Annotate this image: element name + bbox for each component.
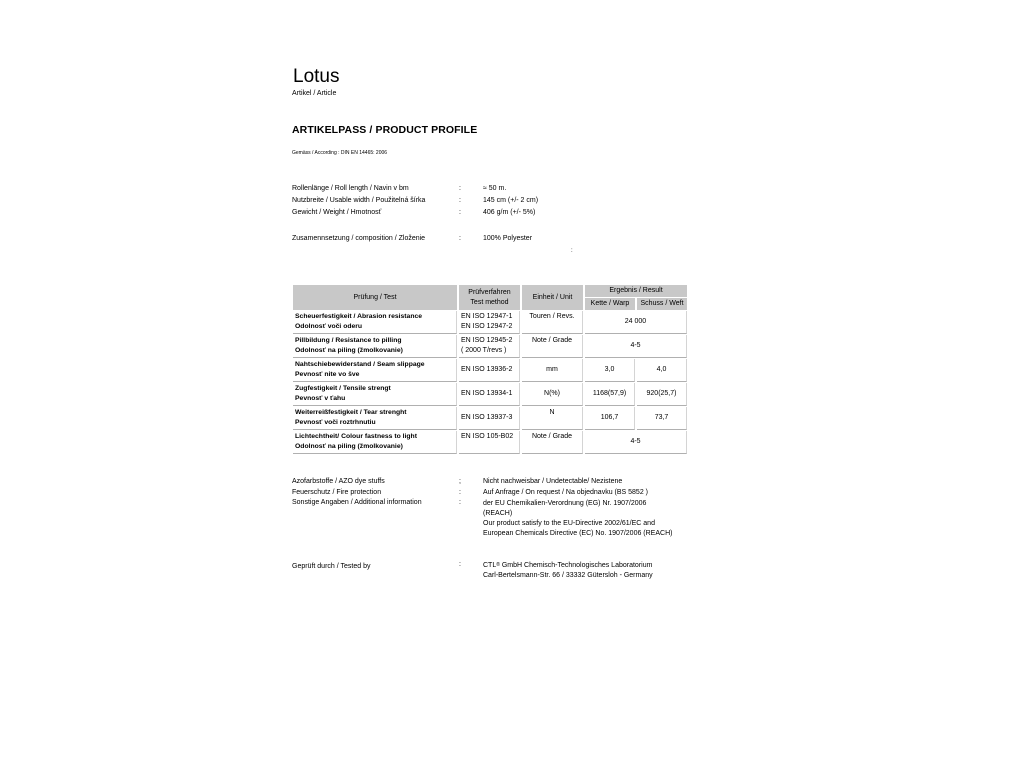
test-name-cell <box>293 359 457 382</box>
spec-composition-sep: : <box>459 235 461 242</box>
table-row <box>293 383 687 406</box>
spec-usable-width-sep: : <box>459 197 461 204</box>
header-weft: Schuss / Weft <box>637 298 687 310</box>
tested-by-label: Geprüft durch / Tested by <box>292 563 371 570</box>
azo-value: Nicht nachweisbar / Undetectable/ Nezistene <box>483 478 623 485</box>
unit-cell: Note / Grade <box>522 431 583 454</box>
weft-cell: 73,7 <box>637 407 687 430</box>
test-name-de: Scheuerfestigkeit / Abrasion resistance <box>295 313 423 320</box>
header-result: Ergebnis / Result <box>585 285 687 297</box>
unit-cell: mm <box>522 359 583 382</box>
spec-composition-value: 100% Polyester <box>483 235 533 242</box>
table-row <box>293 431 687 454</box>
test-name-cell <box>293 431 457 454</box>
method-line: EN ISO 12945-2 <box>461 337 513 344</box>
spec-roll-length-sep: : <box>459 185 461 192</box>
according-note: Gemäss / According : DIN EN 14465: 2006 <box>292 150 388 156</box>
fire-label: Feuerschutz / Fire protection <box>292 489 382 496</box>
table-row <box>293 311 687 334</box>
lab-name: CTL <box>483 562 497 569</box>
unit-cell: Note / Grade <box>522 335 583 358</box>
warp-cell: 3,0 <box>585 359 635 382</box>
test-name-sk: Pevnosť nite vo šve <box>295 371 360 378</box>
test-name-cell <box>293 311 457 334</box>
spec-weight-label: Gewicht / Weight / Hmotnosť <box>292 209 382 216</box>
fire-value: Auf Anfrage / On request / Na objednavku (BS 5852 ) <box>483 489 648 496</box>
result-cell: 4-5 <box>585 335 687 358</box>
warp-cell: 1168(57,9) <box>585 383 635 406</box>
unit-cell: Touren / Revs. <box>522 311 583 334</box>
azo-label: Azofarbstoffe / AZO dye stuffs <box>292 478 385 485</box>
test-name-cell <box>293 407 457 430</box>
title: Lotus <box>293 66 340 87</box>
test-name-de: Lichtechtheit/ Colour fastness to light <box>295 433 417 440</box>
test-name-de: Nahtschiebewiderstand / Seam slippage <box>295 361 425 368</box>
header-warp: Kette / Warp <box>585 298 635 310</box>
test-name-de: Pillbildung / Resistance to pilling <box>295 337 402 344</box>
additional-label: Sonstige Angaben / Additional information <box>292 499 422 506</box>
method-cell <box>459 311 520 334</box>
result-cell: 24 000 <box>585 311 687 334</box>
table-row <box>293 407 687 430</box>
method-line: EN ISO 12947-1 <box>461 313 513 320</box>
tested-by-sep: : <box>459 561 461 568</box>
spec-roll-length-value: ≈ 50 m. <box>483 185 507 192</box>
test-name-cell <box>293 383 457 406</box>
additional-value-line: Our product satisfy to the EU-Directive 2002/61/EC and <box>483 520 655 527</box>
test-name-de: Weiterreißfestigkeit / Tear strenght <box>295 409 407 416</box>
result-cell: 4-5 <box>585 431 687 454</box>
unit-cell: N(%) <box>522 383 583 406</box>
header-unit: Einheit / Unit <box>522 285 583 310</box>
fire-sep: : <box>459 489 461 496</box>
stray-mark: : <box>571 248 573 254</box>
test-name-sk: Odolnosť na piling (žmolkovanie) <box>295 443 403 450</box>
method-cell: EN ISO 13937-3 <box>459 407 520 430</box>
additional-sep: : <box>459 499 461 506</box>
method-cell <box>459 335 520 358</box>
method-line: ( 2000 T/revs ) <box>461 347 507 354</box>
additional-value-line: (REACH) <box>483 510 513 517</box>
table-row <box>293 335 687 358</box>
lab-description: GmbH Chemisch-Technologisches Laboratorium <box>499 562 653 569</box>
table-row <box>293 359 687 382</box>
header-test: Prüfung / Test <box>293 285 457 310</box>
heading: ARTIKELPASS / PRODUCT PROFILE <box>292 124 478 136</box>
test-name-de: Zugfestigkeit / Tensile strengt <box>295 385 391 392</box>
method-cell: EN ISO 105-B02 <box>459 431 520 454</box>
test-name-sk: Odolnosť na piling (žmolkovanie) <box>295 347 403 354</box>
test-name-sk: Odolnosť voči oderu <box>295 323 363 330</box>
header-method: Prüfverfahren Test method <box>459 285 520 310</box>
spec-roll-length-label: Rollenlänge / Roll length / Navin v bm <box>292 185 409 192</box>
test-name-sk: Pevnosť v ťahu <box>295 395 346 402</box>
weft-cell: 920(25,7) <box>637 383 687 406</box>
registered-mark: ® <box>496 562 500 568</box>
spec-usable-width-value: 145 cm (+/- 2 cm) <box>483 197 539 204</box>
tested-by-lab <box>483 562 652 569</box>
test-name-cell <box>293 335 457 358</box>
additional-value-line: der EU Chemikalien-Verordnung (EG) Nr. 1907/2006 <box>483 500 647 507</box>
test-results-table <box>291 284 689 455</box>
spec-weight-value: 406 g/m (+/- 5%) <box>483 209 536 216</box>
subtitle: Artikel / Article <box>292 90 337 97</box>
weft-cell: 4,0 <box>637 359 687 382</box>
unit-cell: N <box>522 407 583 430</box>
warp-cell: 106,7 <box>585 407 635 430</box>
method-line: EN ISO 12947-2 <box>461 323 513 330</box>
method-cell: EN ISO 13934-1 <box>459 383 520 406</box>
test-name-sk: Pevnosť voči roztrhnutiu <box>295 419 376 426</box>
spec-usable-width-label: Nutzbreite / Usable width / Použitelná šírka <box>292 197 426 204</box>
additional-value-line: European Chemicals Directive (EC) No. 1907/2006 (REACH) <box>483 530 673 537</box>
method-cell: EN ISO 13936-2 <box>459 359 520 382</box>
azo-sep: ; <box>459 478 461 485</box>
spec-composition-label: Zusamennsetzung / composition / Zloženie <box>292 235 426 242</box>
spec-weight-sep: : <box>459 209 461 216</box>
tested-by-address: Carl-Bertelsmann-Str. 66 / 33332 Gütersloh - Germany <box>483 572 653 579</box>
